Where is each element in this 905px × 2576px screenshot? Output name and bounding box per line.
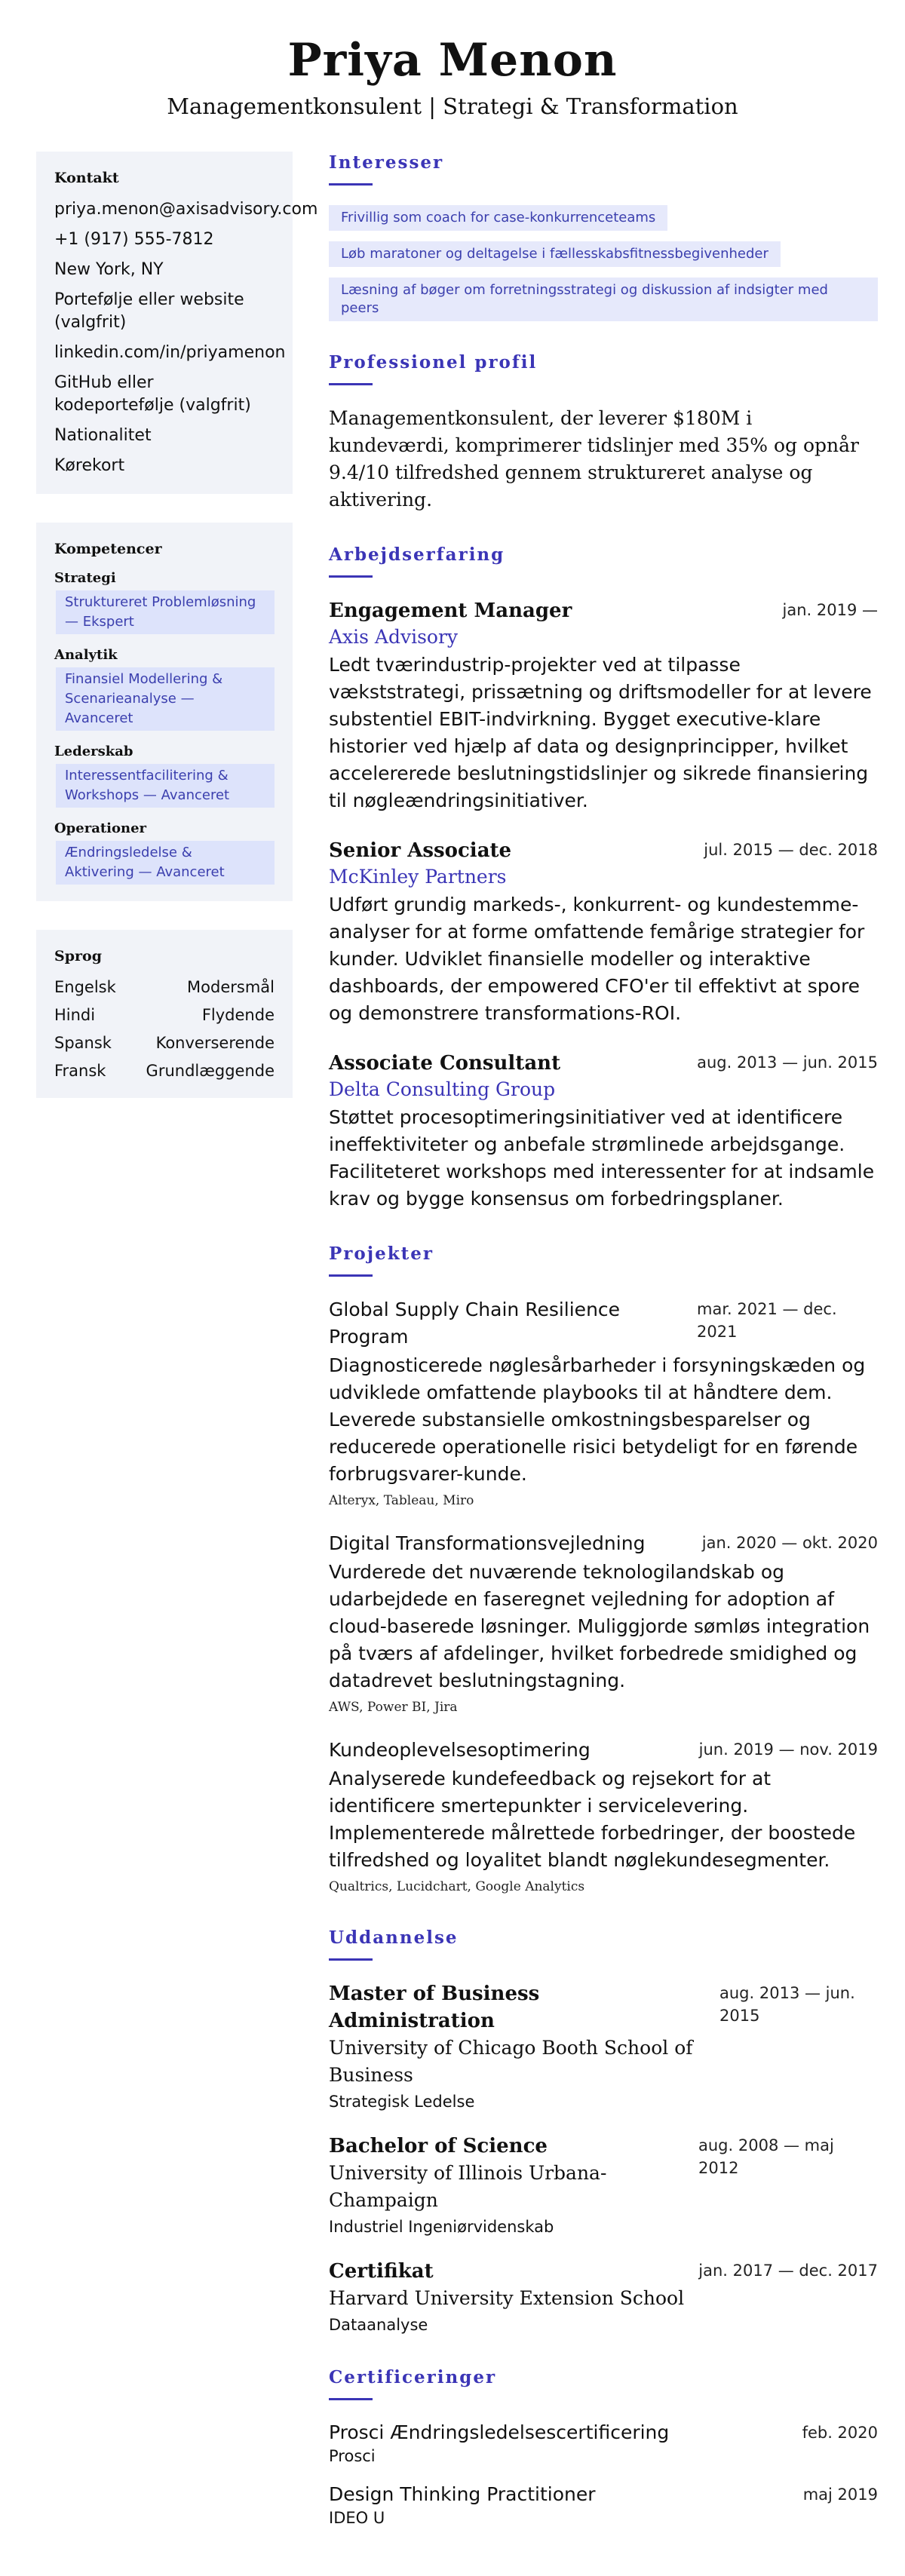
- language-row: [54, 1032, 275, 1053]
- contact-phone: +1 (917) 555-7812: [54, 230, 214, 249]
- education-school: Harvard University Extension School: [329, 2287, 685, 2309]
- resume-header: [0, 0, 905, 151]
- job-entry: [329, 837, 878, 1027]
- education-entry: [329, 1980, 878, 2113]
- section-title: Projekter: [329, 1244, 434, 1264]
- interests-section: [329, 152, 878, 321]
- certification-issuer: Prosci: [329, 2447, 376, 2465]
- competency-tag: Interessentfacilitering & Workshops — Avanceret: [56, 764, 275, 808]
- job-entry: [329, 597, 878, 814]
- profile-section: [329, 351, 878, 514]
- certification-issuer: IDEO U: [329, 2509, 385, 2527]
- education-field: Dataanalyse: [329, 2316, 428, 2334]
- contact-linkedin[interactable]: linkedin.com/in/priyamenon: [54, 343, 286, 362]
- education-field: Industriel Ingeniørvidenskab: [329, 2218, 554, 2236]
- contact-panel: [36, 152, 318, 494]
- language-name: Hindi: [54, 1006, 96, 1024]
- certification-entry: [329, 2482, 878, 2528]
- job-date: aug. 2013 — jun. 2015: [697, 1053, 878, 1072]
- competency-category: Operationer: [54, 820, 147, 836]
- competency-category: Analytik: [54, 647, 118, 663]
- competency-tag: Ændringsledelse & Aktivering — Avanceret: [56, 841, 275, 885]
- competency-tag: Struktureret Problemløsning — Ekspert: [56, 590, 275, 634]
- competency-group: [54, 646, 275, 731]
- competency-tag: Finansiel Modellering & Scenarieanalyse — Avanceret: [56, 667, 275, 731]
- contact-title: Kontakt: [54, 170, 119, 186]
- section-title: Uddannelse: [329, 1927, 459, 1948]
- project-tech: AWS, Power BI, Jira: [329, 1700, 458, 1715]
- sidebar: [36, 152, 318, 1127]
- certification-name: Design Thinking Practitioner: [329, 2483, 596, 2505]
- certification-entry: [329, 2420, 878, 2467]
- profile-summary: Managementkonsulent, der leverer $180M i kundeværdi, komprimerer tidslinjer med 35% og opnår 9.4/10 tilfredshed gennem struktureret analyse og aktivering.: [329, 407, 860, 511]
- language-row: [54, 1004, 275, 1026]
- interest-tag: Læsning af bøger om forretningsstrategi og diskussion af indsigter med peers: [329, 278, 878, 321]
- education-date: aug. 2008 — maj 2012: [698, 2136, 834, 2177]
- job-company: Delta Consulting Group: [329, 1078, 556, 1100]
- language-row: [54, 977, 275, 998]
- projects-section: [329, 1243, 878, 1897]
- project-entry: [329, 1530, 878, 1717]
- contact-location: New York, NY: [54, 260, 164, 279]
- section-title: Arbejdserfaring: [329, 544, 505, 565]
- job-company: McKinley Partners: [329, 866, 507, 888]
- competency-group: [54, 743, 275, 808]
- job-description: Støttet procesoptimeringsinitiativer ved at identificere ineffektiviteter og anbefale strømlinede arbejdsgange. Faciliteteret workshops med interessenter for at indsamle krav og bygge konsensus om forbedringsplaner.: [329, 1106, 875, 1210]
- contact-nationality: Nationalitet: [54, 426, 152, 445]
- education-school: University of Illinois Urbana-Champaign: [329, 2162, 607, 2211]
- education-field: Strategisk Ledelse: [329, 2093, 475, 2111]
- section-divider: [329, 183, 373, 186]
- section-title: Certificeringer: [329, 2367, 497, 2387]
- project-date: jun. 2019 — nov. 2019: [698, 1740, 878, 1759]
- education-entry: [329, 2258, 878, 2336]
- section-divider: [329, 575, 373, 578]
- education-date: jan. 2017 — dec. 2017: [698, 2262, 878, 2280]
- job-title: Engagement Manager: [329, 600, 572, 622]
- project-description: Diagnosticerede nøglesårbarheder i forsyningskæden og udviklede omfattende playbooks til at håndtere dem. Leverede substansielle omkostningsbesparelser og reducerede operationelle risici betydeligt for en førende forbrugsvarer-kunde.: [329, 1354, 866, 1485]
- project-name: Kundeoplevelsesoptimering: [329, 1739, 591, 1761]
- candidate-name: Priya Menon: [287, 34, 618, 87]
- job-date: jul. 2015 — dec. 2018: [704, 841, 878, 859]
- job-date: jan. 2019 —: [782, 601, 878, 619]
- project-entry: [329, 1296, 878, 1510]
- language-name: Spansk: [54, 1034, 112, 1052]
- education-degree: Master of Business Administration: [329, 1983, 540, 2032]
- language-row: [54, 1060, 275, 1081]
- competencies-panel: [36, 523, 293, 901]
- project-date: mar. 2021 — dec. 2021: [697, 1300, 837, 1341]
- job-description: Ledt tværindustrip-projekter ved at tilpasse vækststrategi, prissætning og driftsmodeller for at levere substentiel EBIT-indvirkning. Bygget executive-klare historier ved hjælp af data og designprincipper, hvilket accelererede beslutningstidslinjer og sikrede finansiering til nøgleændringsinitiativer.: [329, 654, 872, 811]
- competency-category: Lederskab: [54, 744, 133, 759]
- certification-date: feb. 2020: [802, 2424, 878, 2442]
- competency-group: [54, 569, 275, 634]
- project-tech: Alteryx, Tableau, Miro: [329, 1493, 474, 1508]
- language-level: Modersmål: [187, 978, 275, 996]
- project-tech: Qualtrics, Lucidchart, Google Analytics: [329, 1879, 585, 1894]
- job-description: Udført grundig markeds-, konkurrent- og kundestemme-analyser for at forme omfattende femårige strategier for kunder. Udviklet finansielle modeller og interaktive dashboards, der empowered CFO'er til effektivt at spore og demonstrere transformations-ROI.: [329, 894, 865, 1024]
- project-date: jan. 2020 — okt. 2020: [701, 1534, 878, 1552]
- project-entry: [329, 1737, 878, 1897]
- certifications-section: [329, 2366, 878, 2528]
- competency-group: [54, 820, 275, 885]
- contact-drivers-license: Kørekort: [54, 456, 125, 475]
- project-description: Analyserede kundefeedback og rejsekort for at identificere smertepunkter i servicelevering. Implementerede målrettede forbedringer, der boostede tilfredshed og loyalitet blandt nøglekundesegmenter.: [329, 1768, 856, 1871]
- education-date: aug. 2013 — jun. 2015: [719, 1984, 855, 2025]
- experience-section: [329, 544, 878, 1213]
- contact-github: GitHub eller kodeportefølje (valgfrit): [54, 373, 251, 415]
- contact-portfolio: Portefølje eller website (valgfrit): [54, 290, 244, 332]
- section-divider: [329, 1274, 373, 1277]
- education-entry: [329, 2133, 878, 2238]
- languages-title: Sprog: [54, 948, 102, 964]
- languages-panel: [36, 930, 293, 1098]
- candidate-headline: Managementkonsulent | Strategi & Transformation: [167, 94, 738, 119]
- education-degree: Certifikat: [329, 2260, 434, 2283]
- competencies-title: Kompetencer: [54, 541, 162, 557]
- language-name: Fransk: [54, 1062, 106, 1080]
- education-school: University of Chicago Booth School of Business: [329, 2037, 693, 2086]
- section-divider: [329, 2398, 373, 2400]
- competency-category: Strategi: [54, 570, 116, 586]
- section-divider: [329, 1958, 373, 1961]
- section-title: Interesser: [329, 152, 444, 173]
- section-divider: [329, 383, 373, 385]
- language-name: Engelsk: [54, 978, 116, 996]
- language-level: Konverserende: [155, 1034, 275, 1052]
- job-company: Axis Advisory: [329, 626, 459, 648]
- contact-email[interactable]: priya.menon@axisadvisory.com: [54, 200, 318, 219]
- interest-tag: Frivillig som coach for case-konkurrenceteams: [329, 205, 667, 231]
- interest-tag: Løb maratoner og deltagelse i fællesskabsfitnessbegivenheder: [329, 241, 781, 267]
- certification-date: maj 2019: [802, 2486, 878, 2504]
- section-title: Professionel profil: [329, 352, 538, 373]
- education-degree: Bachelor of Science: [329, 2135, 548, 2157]
- job-title: Associate Consultant: [329, 1052, 561, 1075]
- job-title: Senior Associate: [329, 839, 512, 862]
- main-column: [329, 152, 878, 2559]
- certification-name: Prosci Ændringsledelsescertificering: [329, 2421, 670, 2443]
- project-name: Digital Transformationsvejledning: [329, 1532, 646, 1554]
- project-name: Global Supply Chain Resilience Program: [329, 1299, 621, 1348]
- education-section: [329, 1927, 878, 2336]
- language-level: Flydende: [201, 1006, 275, 1024]
- language-level: Grundlæggende: [146, 1062, 275, 1080]
- project-description: Vurderede det nuværende teknologilandskab og udarbejdede en faseregnet vejledning for adoption af cloud-baserede løsninger. Muliggjorde sømløs integration på tværs af afdelinger, hvilket forbedrede smidighed og datadrevet beslutningstagning.: [329, 1561, 870, 1691]
- job-entry: [329, 1050, 878, 1213]
